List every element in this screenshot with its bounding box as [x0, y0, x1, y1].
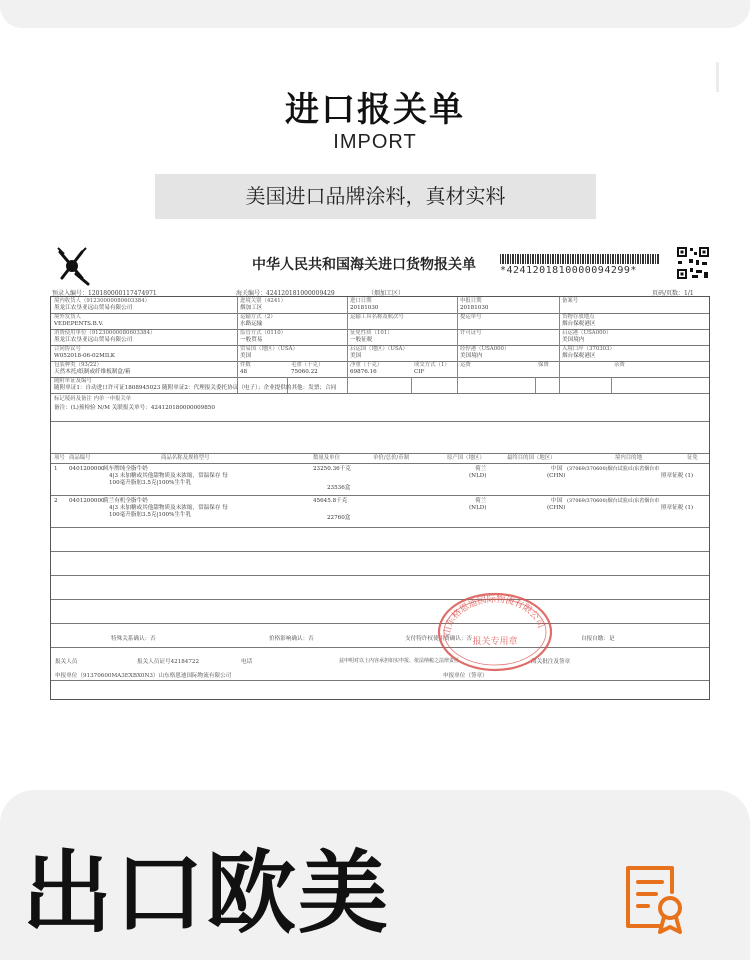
license-label: 许可证号 — [460, 330, 482, 336]
supervision-label: 监管方式（0110） — [240, 330, 287, 336]
page-subtitle: IMPORT — [333, 131, 417, 153]
goods-row-origin-code: (NLD) — [469, 473, 487, 479]
royalty-confirm: 支付特许权使用费确认：否 — [405, 636, 473, 642]
goods-row-place: (37069/370600)烟台试验/山东省烟台市 — [567, 466, 660, 472]
departure-port-value: 美国境内 — [562, 337, 585, 343]
declaration-title: 中华人民共和国海关进口货物报关单 — [252, 257, 476, 273]
transit-port-value: 美国境内 — [460, 353, 483, 359]
docs-label: 随附单证及编号 — [54, 378, 92, 384]
storage-value: 烟台保税港区 — [562, 321, 596, 327]
package-label: 包装种类（93/22） — [54, 362, 102, 368]
special-relation: 特殊关系确认：否 — [111, 636, 156, 642]
company-seal-icon — [436, 588, 554, 672]
qr-code-icon — [676, 246, 710, 280]
pieces-value: 48 — [240, 369, 248, 375]
declare-date-label: 申报日期 — [460, 298, 482, 304]
consumer-label: 消费使用单位（91230000080603384） — [54, 330, 156, 336]
statement: 兹申明对以上内容承担如实申报、依法纳税之法律责任 — [339, 658, 460, 664]
goods-col-qty: 数量及单位 — [313, 455, 340, 461]
goods-row-dest-code: (CHN) — [547, 473, 566, 479]
declaration-grid — [50, 296, 710, 700]
levy-type-value: 一般征税 — [350, 337, 373, 343]
goods-row-code: 0401200000 — [69, 498, 105, 504]
page-count: 页码/页数：1/1 — [652, 290, 694, 297]
top-card — [0, 0, 750, 28]
goods-row-name: 荷兰有机全脂牛奶 — [103, 498, 148, 504]
declaring-unit: 申报单位（91370600MA3EXBX0N3）山东格恩迪国际物流有限公司 — [55, 673, 232, 679]
goods-col-levy: 征免 — [687, 455, 698, 461]
filing-label: 备案号 — [562, 298, 579, 304]
goods-row-dest: 中国 — [551, 466, 563, 472]
entry-port-value: 烟加工区 — [240, 305, 263, 311]
goods-row-qty2: 22760盒 — [327, 515, 351, 521]
departure-port-label: 启运港（USA000） — [562, 330, 612, 336]
transport-value: 水路运输 — [240, 321, 263, 327]
tagline-banner: 美国进口品牌涂料，真材实料 — [155, 174, 596, 219]
gross-weight-value: 75060.22 — [291, 369, 318, 375]
goods-row-qty: 23250.36千克 — [313, 466, 351, 472]
goods-col-origin: 原产国（地区） — [447, 455, 485, 461]
import-date-value: 20181030 — [350, 305, 379, 311]
docs-value: 随附单证1：自动进口许可证1808945023 随附单证2：代理报关委托协议（电子）；企业提供的其他：发票；合同 — [54, 385, 337, 391]
pieces-label: 件数 — [240, 362, 251, 368]
declarer: 报关人员 — [55, 659, 78, 665]
net-weight-label: 净重（千克） — [350, 362, 383, 368]
levy-type-label: 征免性质（101） — [350, 330, 393, 336]
goods-col-place: 境内目的地 — [615, 455, 642, 461]
consumer-value: 黑龙江农垦亚远山贸易有限公司 — [54, 337, 133, 343]
declarer-no: 报关人员证号42184722 — [137, 659, 200, 665]
consignee-label: 境内收货人（91230000080603384） — [54, 298, 151, 304]
shipper-value: VEDEPENTS.B.V. — [54, 321, 104, 327]
goods-row-code: 0401200000 — [69, 466, 105, 472]
gross-weight-label: 毛重（千克） — [291, 362, 324, 368]
goods-col-name: 商品名称及规格型号 — [161, 455, 210, 461]
phone-label: 电话 — [241, 659, 253, 665]
trade-country-label: 贸易国（地区）（USA） — [240, 346, 298, 352]
barcode-text: *4241201810000094299* — [500, 265, 637, 276]
vehicle-label: 运输工具名称及航次号 — [350, 314, 404, 320]
goods-col-no: 项号 — [54, 455, 65, 461]
marks-label: 标记唛码及备注 内单一申报关单 — [54, 396, 132, 402]
goods-row-levy: 照章征税 (1) — [661, 505, 694, 511]
contract-value: W052018-06-02MILK — [54, 353, 115, 359]
customs-declaration — [48, 244, 712, 700]
goods-row-name: 风车牌纯全脂牛奶 — [103, 466, 148, 472]
barcode — [500, 254, 660, 264]
deal-label: 成交方式（1） — [414, 362, 450, 368]
goods-row-dest: 中国 — [551, 498, 563, 504]
trade-country-value: 美国 — [240, 353, 252, 359]
package-value: 天然木托/纸制或纤维板制盒/箱 — [54, 369, 131, 375]
deal-value: CIF — [414, 369, 425, 375]
goods-col-dest: 最终目的国（地区） — [507, 455, 556, 461]
storage-label: 货物存放地点 — [562, 314, 595, 320]
svg-text:山东格恩迪国际物流有限公司 — [441, 593, 547, 637]
goods-row-spec: 4|3 未加糖或其他甜物质及未浓缩，常温保存 每 — [109, 505, 228, 511]
goods-row-levy: 照章征税 (1) — [661, 473, 694, 479]
transit-port-label: 经停港（USA000） — [460, 346, 510, 352]
insurance-label: 保费 — [538, 362, 549, 368]
consignee-value: 黑龙江农垦亚远山贸易有限公司 — [54, 305, 133, 311]
declare-date-value: 20181030 — [460, 305, 489, 311]
seal-ring-text: 山东格恩迪国际物流有限公司 — [442, 594, 546, 637]
goods-row-origin: 荷兰 — [475, 498, 487, 504]
goods-col-price: 单价/总价/币制 — [373, 455, 409, 461]
customs-port: （烟加工区） — [368, 290, 405, 297]
origin-country-value: 美国 — [350, 353, 362, 359]
goods-row-qty2: 23536盒 — [327, 485, 351, 491]
goods-row-spec: 4|3 未加糖或其他甜物质及未浓缩，常温保存 每 — [109, 473, 228, 479]
customs-emblem-icon — [52, 244, 92, 286]
freight-label: 运费 — [460, 362, 471, 368]
goods-row-spec: 100毫升脂肪3.5克|100%生牛乳 — [109, 512, 192, 518]
marks-value: 备注：(L)预检验 N/M 关联报关单号：424120180000009850 — [54, 405, 215, 411]
entry-port-label: 进境关别（4241） — [240, 298, 287, 304]
self-declare: 自报自缴：是 — [581, 636, 615, 642]
goods-row-qty: 45645.8千克 — [313, 498, 348, 504]
import-date-label: 进口日期 — [350, 298, 372, 304]
export-card — [0, 790, 750, 960]
goods-col-code: 商品编号 — [69, 455, 91, 461]
goods-row-spec: 100毫升脂肪3.5克|100%生牛乳 — [109, 480, 192, 486]
customs-no: 海关编号：424120181000009429 — [236, 290, 335, 297]
entry-border-value: 烟台保税港区 — [562, 353, 596, 359]
shipper-label: 境外发货人 — [54, 314, 81, 320]
page-title: 进口报关单 — [285, 90, 465, 130]
misc-label: 杂费 — [614, 362, 625, 368]
transport-label: 运输方式（2） — [240, 314, 276, 320]
seal-center-text: 报关专用章 — [472, 637, 518, 647]
customs-remark: 海关批注及签章 — [531, 659, 571, 665]
unit-seal: 申报单位（签章） — [443, 673, 488, 679]
certificate-icon — [620, 862, 690, 936]
net-weight-value: 69876.16 — [350, 369, 377, 375]
entry-border-label: 入境口岸（370303） — [562, 346, 615, 352]
pre-entry-no: 预录入编号：120180000117474971 — [52, 290, 157, 297]
goods-row-no: 2 — [54, 498, 58, 504]
origin-country-label: 启运国（地区）（USA） — [350, 346, 408, 352]
price-influence: 价格影响确认：否 — [269, 636, 314, 642]
goods-row-origin: 荷兰 — [475, 466, 487, 472]
goods-row-dest-code: (CHN) — [547, 505, 566, 511]
bill-label: 提运单号 — [460, 314, 482, 320]
supervision-value: 一般贸易 — [240, 337, 263, 343]
goods-row-no: 1 — [54, 466, 58, 472]
goods-row-place: (37069/370600)烟台试验/山东省烟台市 — [567, 498, 660, 504]
goods-row-origin-code: (NLD) — [469, 505, 487, 511]
contract-label: 合同协议号 — [54, 346, 81, 352]
export-title: 出口欧美 — [22, 841, 390, 946]
